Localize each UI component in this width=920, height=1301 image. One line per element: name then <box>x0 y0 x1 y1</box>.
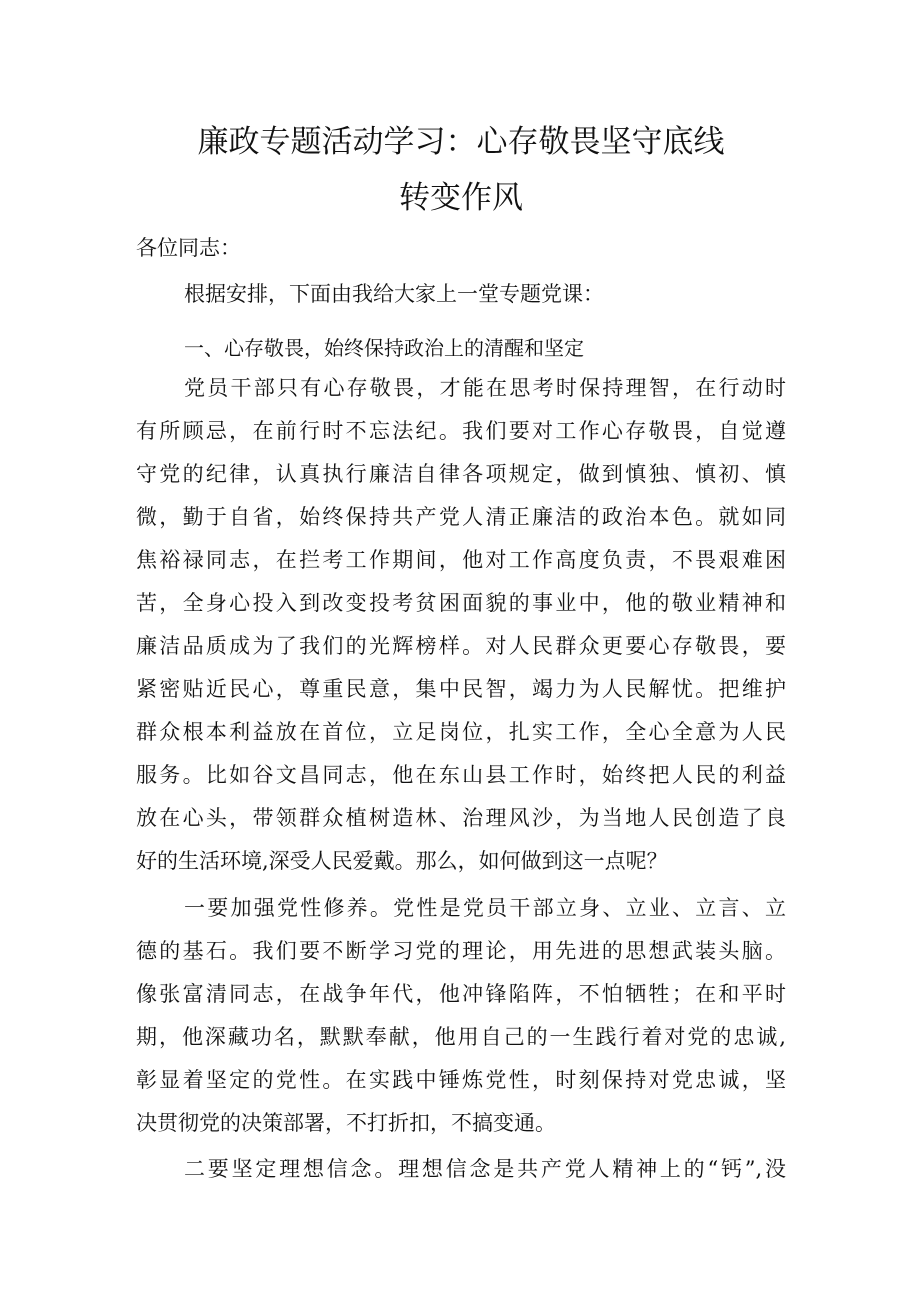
paragraph-line: 决贯彻党的决策部署，不打折扣，不搞变通。 <box>136 1111 556 1135</box>
paragraph-line: 彰显着坚定的党性。在实践中锤炼党性，时刻保持对党忠诚，坚 <box>136 1068 786 1092</box>
paragraph-line: 有所顾忌，在前行时不忘法纪。我们要对工作心存敬畏，自觉遵 <box>136 419 786 443</box>
paragraph-line: 廉洁品质成为了我们的光辉榜样。对人民群众更要心存敬畏，要 <box>136 634 786 658</box>
paragraph-line: 群众根本利益放在首位，立足岗位，扎实工作，全心全意为人民 <box>136 720 786 744</box>
document-title-line-1: 廉政专题活动学习：心存敬畏坚守底线 <box>197 124 725 160</box>
paragraph-line: 一要加强党性修养。党性是党员干部立身、立业、立言、立 <box>184 896 786 920</box>
salutation: 各位同志： <box>136 236 241 260</box>
paragraph-line: 守党的纪律，认真执行廉洁自律各项规定，做到慎独、慎初、慎 <box>136 462 786 486</box>
paragraph-line: 苦，全身心投入到改变投考贫困面貌的事业中，他的敬业精神和 <box>136 591 786 615</box>
paragraph-line: 紧密贴近民心，尊重民意，集中民智，竭力为人民解忧。把维护 <box>136 677 786 701</box>
section-heading-1: 一、心存敬畏，始终保持政治上的清醒和坚定 <box>184 336 584 360</box>
paragraph-line: 期，他深藏功名，默默奉献，他用自己的一生践行着对党的忠诚, <box>136 1025 786 1049</box>
paragraph-line: 放在心头，带领群众植树造林、治理风沙，为当地人民创造了良 <box>136 806 786 830</box>
paragraph-line: 好的生活环境,深受人民爱戴。那么，如何做到这一点呢？ <box>136 849 668 873</box>
paragraph-line: 服务。比如谷文昌同志，他在东山县工作时，始终把人民的利益 <box>136 763 786 787</box>
paragraph-line: 德的基石。我们要不断学习党的理论，用先进的思想武装头脑。 <box>136 939 786 963</box>
paragraph-line: 像张富清同志，在战争年代，他冲锋陷阵，不怕牺牲；在和平时 <box>136 982 786 1006</box>
paragraph-line: 微，勤于自省，始终保持共产党人清正廉洁的政治本色。就如同 <box>136 505 786 529</box>
intro-paragraph: 根据安排，下面由我给大家上一堂专题党课： <box>184 282 604 306</box>
paragraph-line: 二要坚定理想信念。理想信念是共产党人精神上的“钙”,没 <box>184 1157 786 1181</box>
paragraph-line: 党员干部只有心存敬畏，才能在思考时保持理智，在行动时 <box>184 376 786 400</box>
paragraph-line: 焦裕禄同志，在拦考工作期间，他对工作高度负责，不畏艰难困 <box>136 548 786 572</box>
document-title-line-2: 转变作风 <box>399 180 523 216</box>
